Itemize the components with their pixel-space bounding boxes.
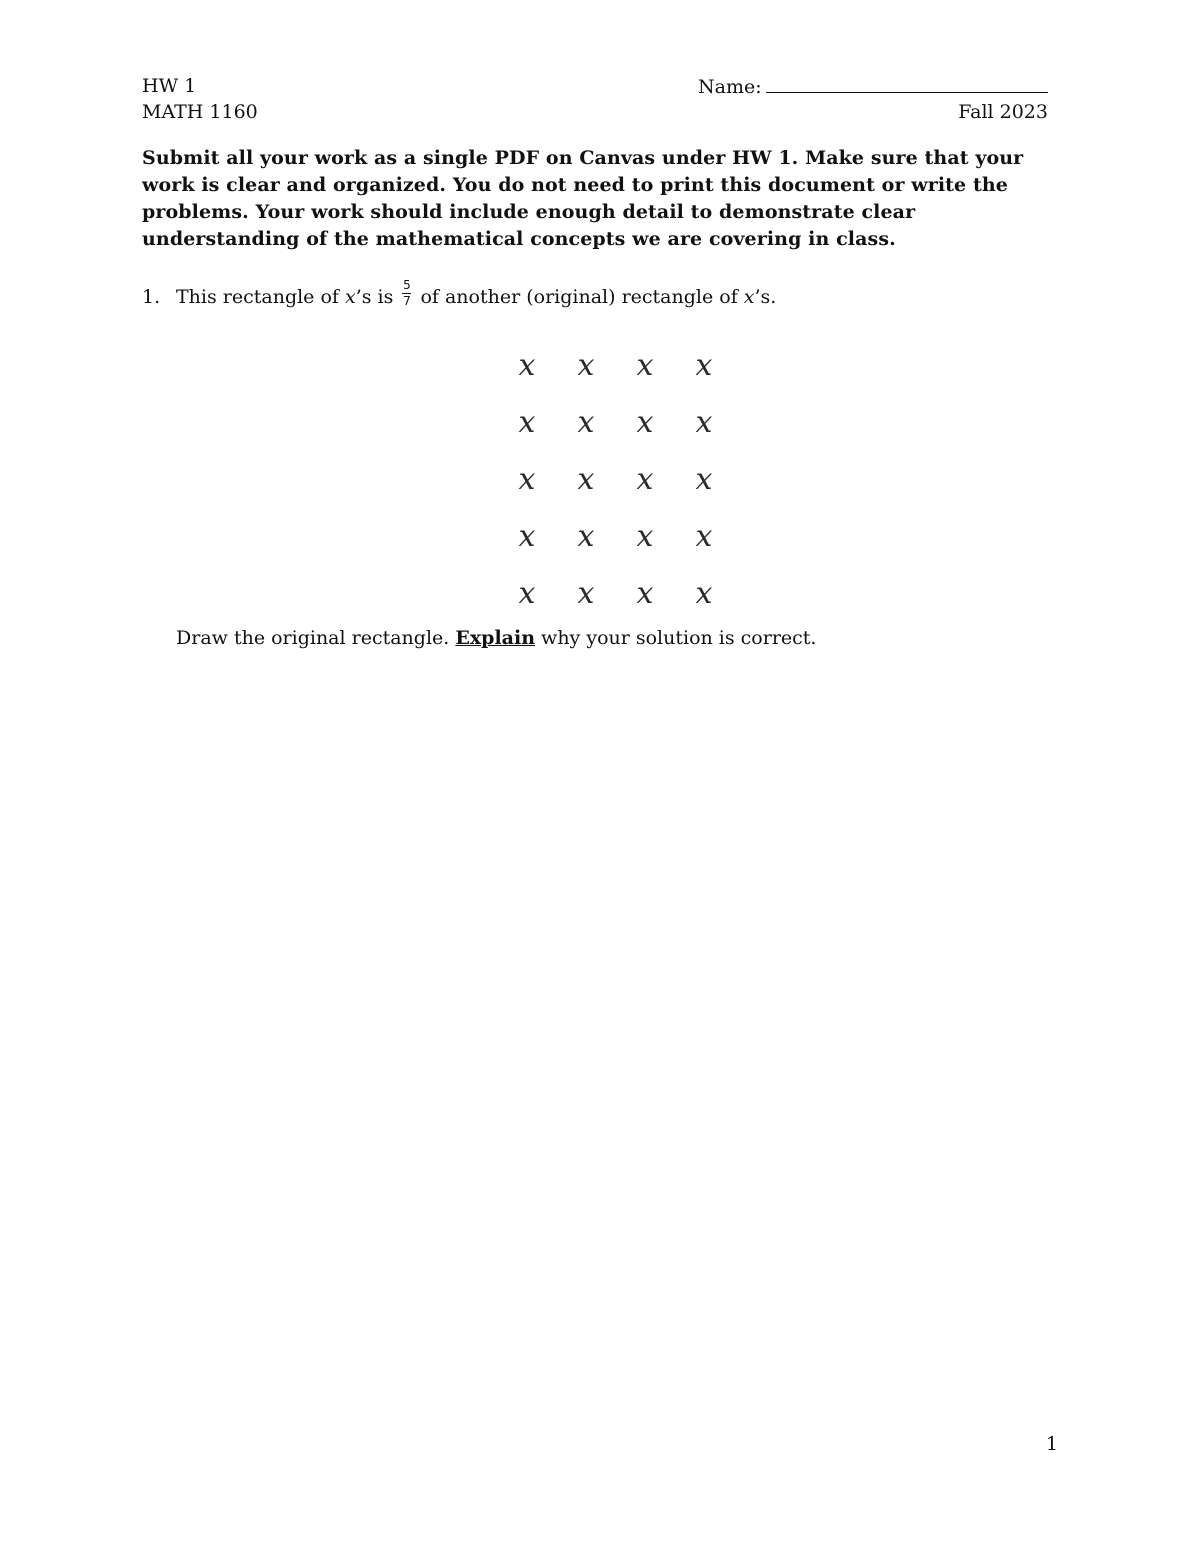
grid-x-symbol: x	[518, 405, 536, 440]
grid-x-symbol: x	[636, 462, 654, 497]
explain-emphasis: Explain	[455, 627, 536, 649]
term: Fall 2023	[958, 101, 1048, 123]
grid-x-symbol: x	[518, 519, 536, 554]
grid-x-symbol: x	[636, 348, 654, 383]
grid-x-symbol: x	[577, 462, 595, 497]
variable-x: x	[344, 286, 356, 308]
grid-x-symbol: x	[695, 519, 713, 554]
course-code: MATH 1160	[142, 101, 258, 123]
x-rectangle-grid	[508, 346, 744, 631]
grid-x-symbol: x	[577, 348, 595, 383]
problem-text-middle: of another (original) rectangle of	[420, 286, 744, 308]
grid-x-symbol: x	[695, 576, 713, 611]
grid-x-symbol: x	[695, 348, 713, 383]
grid-x-symbol: x	[695, 405, 713, 440]
grid-x-symbol: x	[577, 576, 595, 611]
fraction	[402, 279, 411, 308]
problem-text-start: This rectangle of	[176, 286, 345, 308]
fraction-denominator: 7	[403, 293, 411, 308]
grid-x-symbol: x	[518, 576, 536, 611]
grid-x-symbol: x	[518, 348, 536, 383]
instructions: Submit all your work as a single PDF on Canvas under HW 1. Make sure that your work is clear and organized. You do not need to print this document or write the problems. Your work should include enough detail to demonstrate clear understanding of the mathematical concepts we are covering in class.	[142, 147, 1024, 250]
prompt-text-end: why your solution is correct.	[535, 627, 817, 649]
grid-x-symbol: x	[695, 462, 713, 497]
page-number: 1	[1045, 1433, 1058, 1455]
problem-text-end: ’s.	[754, 286, 777, 308]
grid-x-symbol: x	[636, 405, 654, 440]
name-blank-line	[766, 74, 1048, 93]
grid-x-symbol: x	[636, 576, 654, 611]
grid-x-symbol: x	[636, 519, 654, 554]
hw-title: HW 1	[142, 75, 197, 97]
variable-x: x	[743, 286, 755, 308]
grid-x-symbol: x	[518, 462, 536, 497]
fraction-numerator: 5	[403, 277, 411, 292]
problem-1-prompt	[176, 626, 816, 650]
grid-x-symbol: x	[577, 519, 595, 554]
grid-x-symbol: x	[577, 405, 595, 440]
problem-number: 1.	[142, 286, 161, 308]
name-field	[698, 74, 1048, 99]
name-label: Name:	[698, 76, 762, 98]
problem-text-is: ’s is	[355, 286, 394, 308]
prompt-text-start: Draw the original rectangle.	[176, 627, 456, 649]
problem-1-statement	[142, 277, 777, 310]
